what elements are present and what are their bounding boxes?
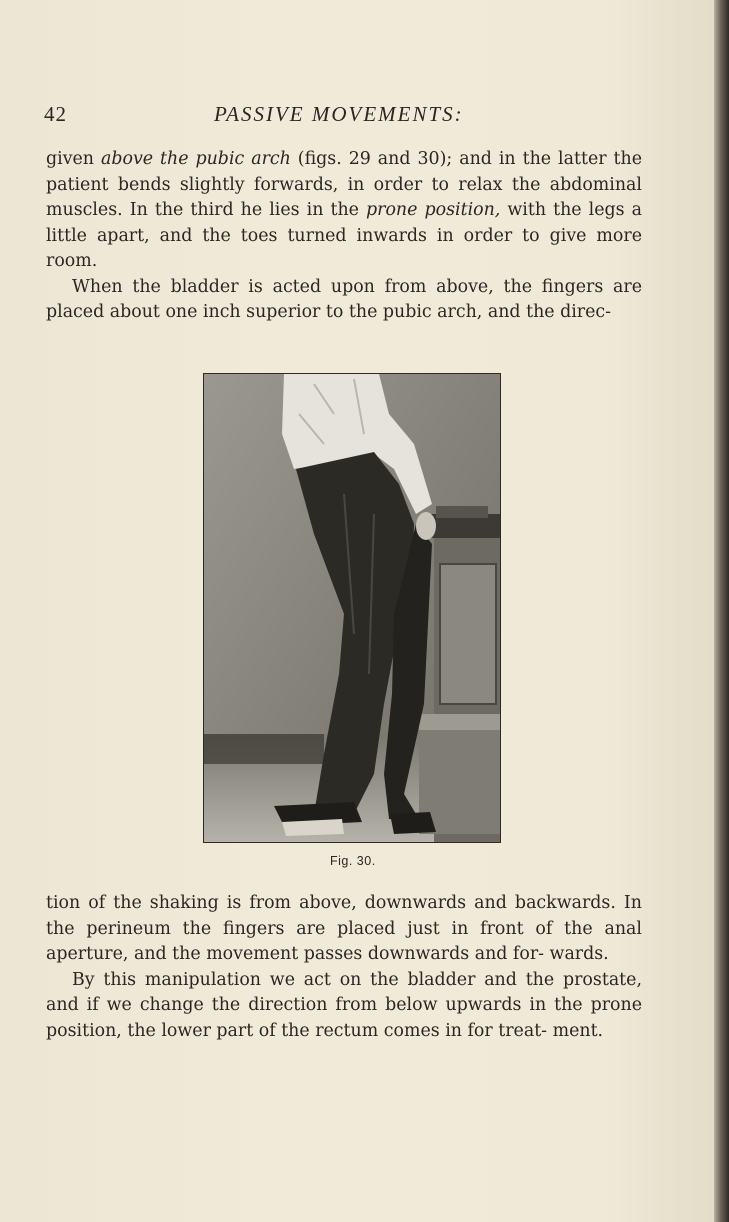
- body-text-top: [46, 147, 642, 326]
- page-header: [44, 102, 684, 132]
- emphasis-text: prone position,: [366, 200, 501, 220]
- paragraph-text: with the legs a little apart, and the toes turned inwards in order to give more room.: [46, 200, 642, 271]
- emphasis-text: above the pubic arch: [100, 149, 291, 169]
- paragraph: When the bladder is acted upon from above, the fingers are placed about one inch superior to the pubic arch, and the direc-: [46, 276, 642, 322]
- standing-figure-illustration: [204, 374, 500, 842]
- paragraph: By this manipulation we act on the bladder and the prostate, and if we change the direction from below upwards in the prone position, the lower part of the rectum comes in for treat- ment.: [46, 969, 642, 1041]
- figure-photograph: [203, 373, 501, 843]
- paragraph-text: (figs. 29 and 30); and in the latter the patient bends slightly forwards, in order to relax the abdominal muscles. In the third he lies in the: [46, 149, 642, 220]
- body-text-bottom: [46, 891, 642, 1044]
- paragraph: tion of the shaking is from above, downwards and backwards. In the perineum the fingers are placed just in front of the anal aperture, and the movement passes downwards and for- wards.: [46, 893, 642, 964]
- figure-caption: Fig. 30.: [330, 854, 376, 868]
- book-spine-edge: [714, 0, 729, 1222]
- paragraph-lead: given: [46, 149, 101, 169]
- page-number: 42: [44, 102, 67, 126]
- running-title: PASSIVE MOVEMENTS:: [214, 102, 464, 126]
- paragraph: [46, 147, 642, 275]
